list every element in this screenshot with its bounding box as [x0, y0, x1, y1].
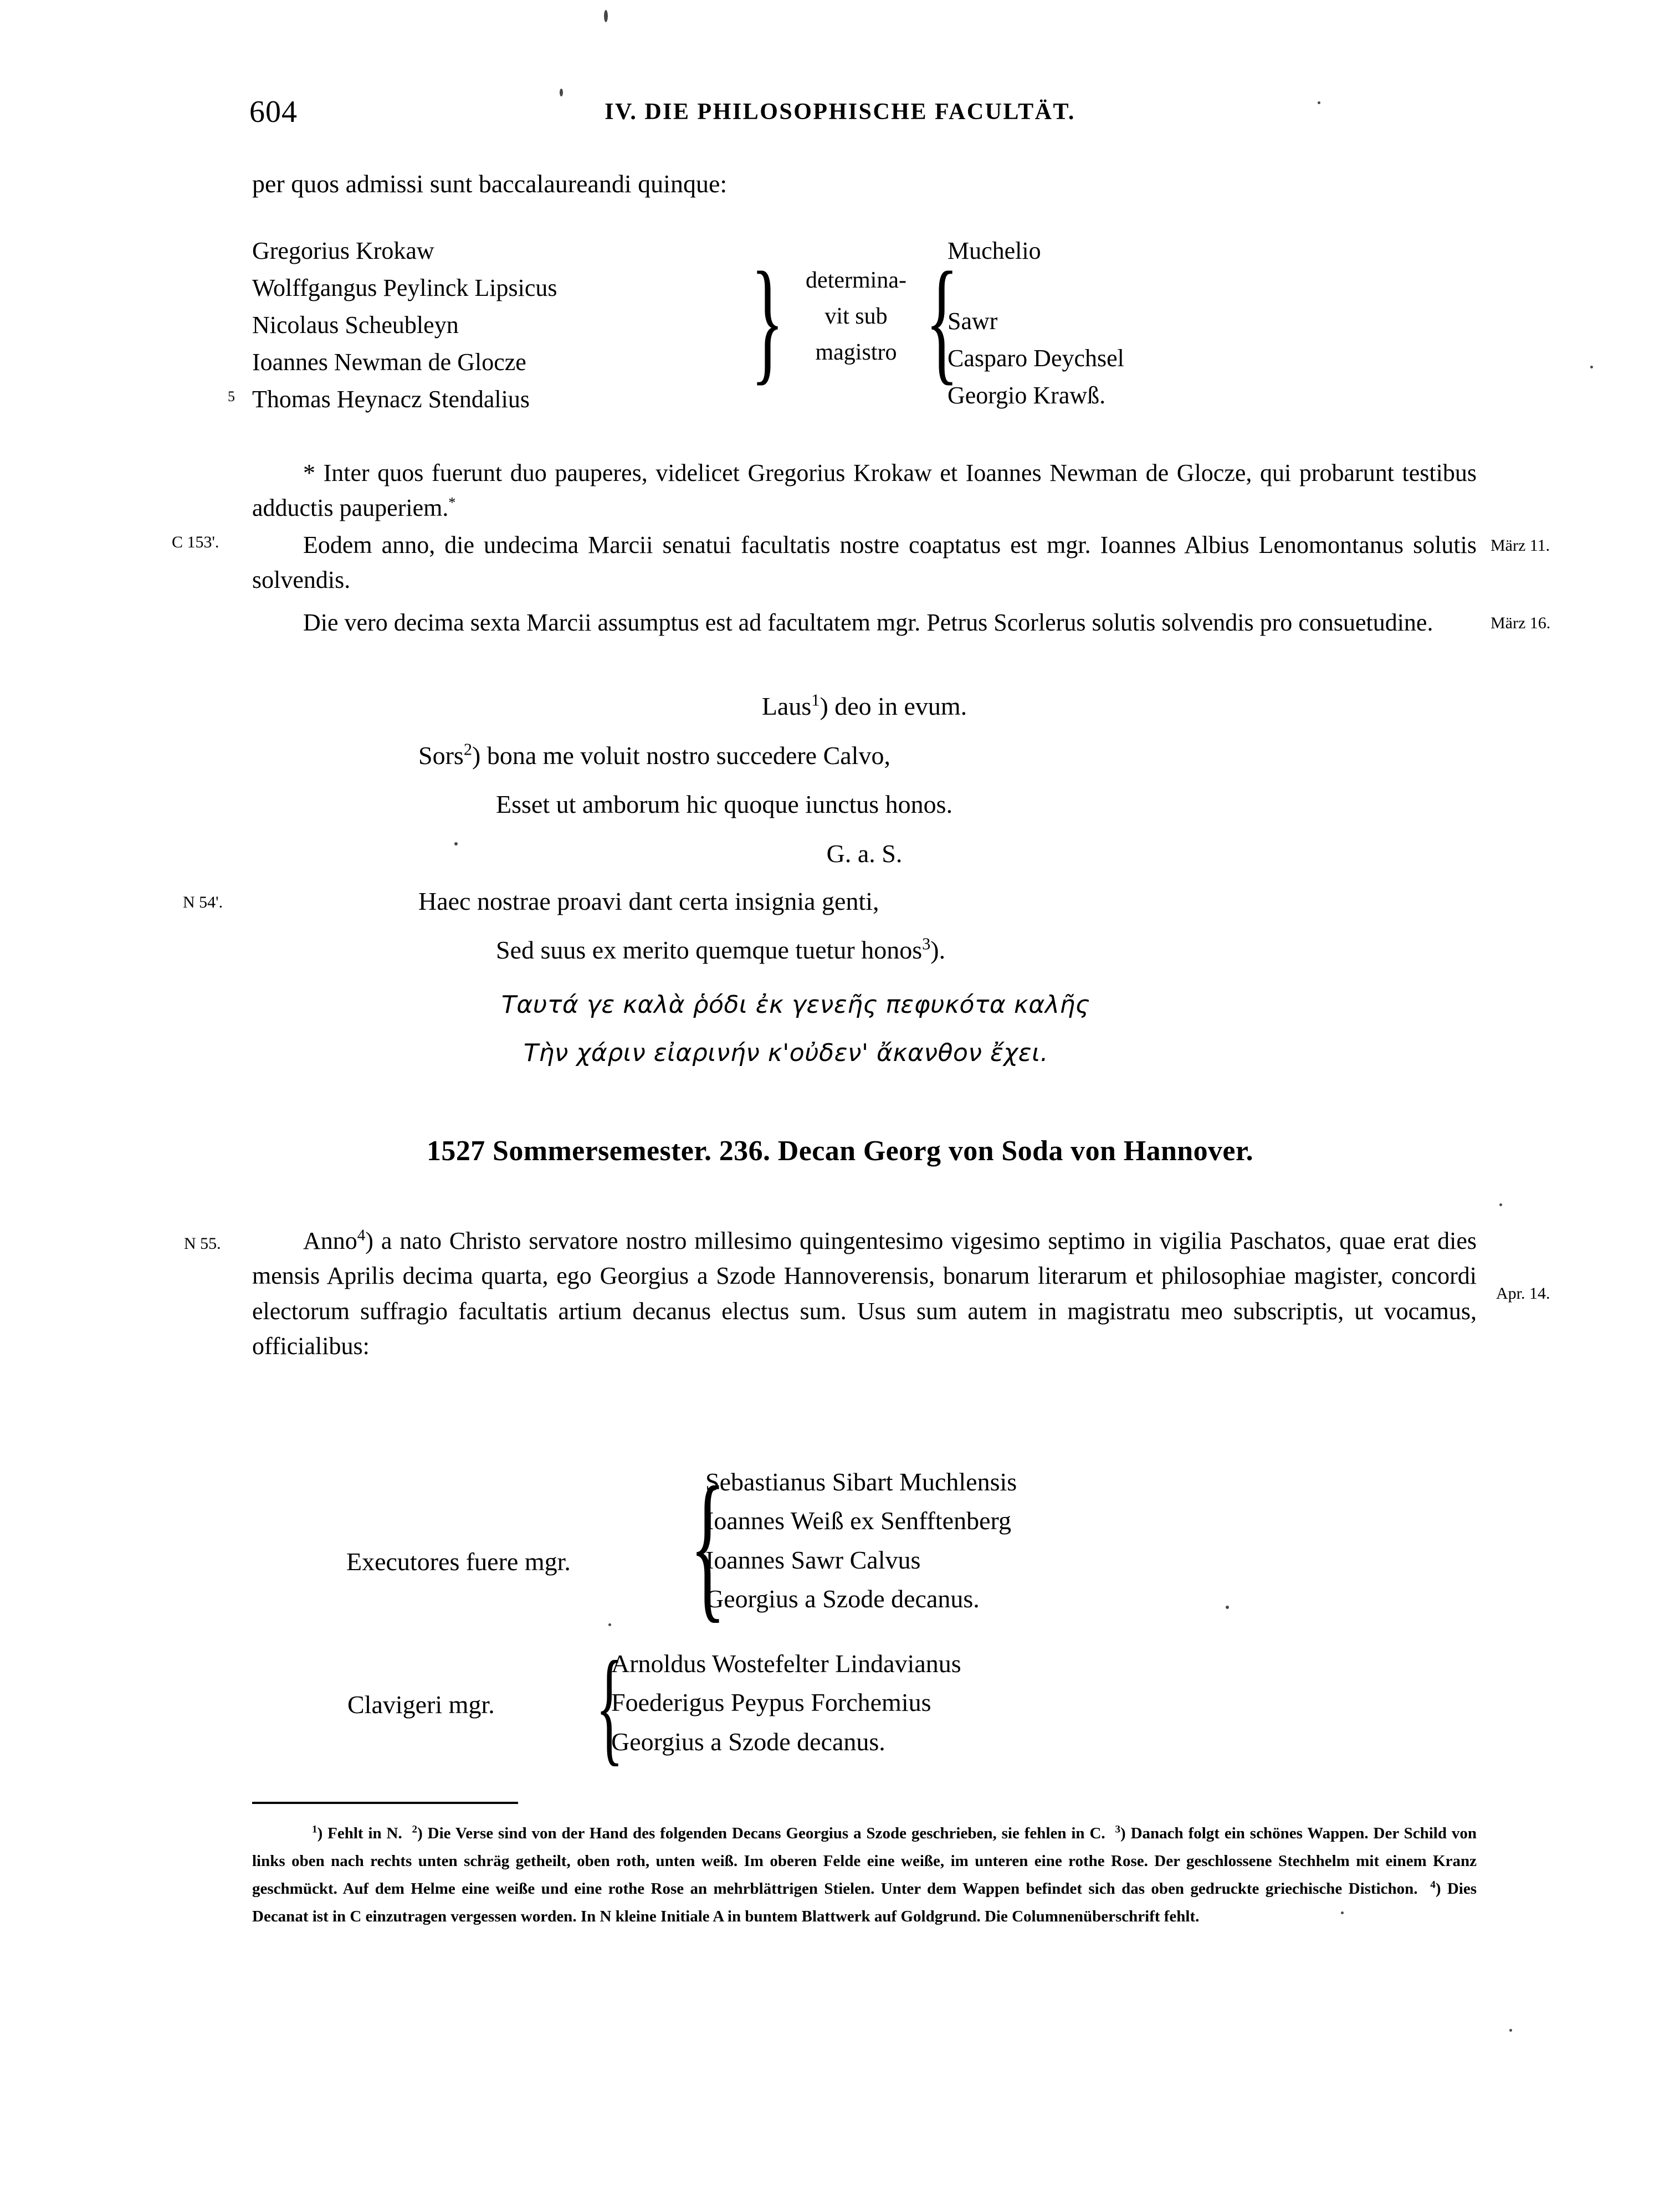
executores-label: Executores fuere mgr.	[346, 1547, 571, 1576]
margin-date-maerz-11: März 11.	[1491, 536, 1550, 555]
line-number: 5	[228, 388, 235, 404]
left-brace-glyph: }	[751, 244, 784, 397]
verse-rest: ) deo in evum.	[819, 692, 967, 720]
label-line: vit sub	[824, 304, 888, 330]
footnote-marker-3: 3	[922, 934, 931, 954]
list-item: Casparo Deychsel	[947, 344, 1124, 372]
list-item	[228, 381, 740, 418]
list-item: Georgius a Szode decanus.	[705, 1585, 980, 1613]
asterisk-marker: *	[448, 494, 456, 511]
baccalaureandi-right-column	[947, 233, 1446, 414]
verse-esset: Esset ut amborum hic quoque iunctus honos.	[496, 790, 953, 818]
verse-signature: G. a. S.	[826, 839, 903, 868]
list-item: Muchelio	[947, 237, 1041, 264]
list-item: Sawr	[947, 307, 998, 335]
footnote-text-2: ) Die Verse sind von der Hand des folgenden Decans Georgius a Szode geschrieben, sie fehlen in C.	[417, 1824, 1105, 1842]
scan-speck	[454, 842, 458, 845]
paupers-note-text: * Inter quos fuerunt duo pauperes, videlicet Gregorius Krokaw et Ioannes Newman de Glocze, qui probarunt testibus adductis pauperiem.	[252, 459, 1477, 522]
verse-rest: ).	[930, 936, 946, 964]
lead-line: per quos admissi sunt baccalaureandi quinque:	[252, 170, 728, 198]
baccalaureandi-left-column	[228, 233, 740, 418]
paragraph-eodem-anno: Eodem anno, die undecima Marcii senatui facultatis nostre coaptatus est mgr. Ioannes Albius Lenomontanus solutis solvendis.	[252, 531, 1477, 594]
scan-speck	[1226, 1606, 1229, 1609]
list-item: Foederigus Peypus Forchemius	[611, 1688, 931, 1717]
list-item: Sebastianus Sibart Muchlensis	[705, 1468, 1017, 1496]
list-item: Georgius a Szode decanus.	[611, 1727, 885, 1756]
page-number: 604	[249, 95, 298, 129]
scan-speck	[604, 10, 608, 22]
footnote-separator	[252, 1802, 518, 1804]
list-item: Ioannes Weiß ex Senfftenberg	[705, 1506, 1011, 1535]
margin-date-apr-14: Apr. 14.	[1496, 1284, 1550, 1303]
list-item: Ioannes Sawr Calvus	[705, 1545, 921, 1574]
footnote-text-1: ) Fehlt in N.	[317, 1824, 402, 1842]
footnote-number-4: 4	[1430, 1879, 1436, 1891]
footnote-number-2: 2	[412, 1823, 418, 1836]
footnotes-block	[252, 1820, 1477, 1931]
name-text: Ioannes Newman de Glocze	[252, 348, 526, 376]
list-item: Arnoldus Wostefelter Lindavianus	[611, 1649, 961, 1678]
footnotes-paragraph	[252, 1820, 1477, 1931]
list-item: Georgio Krawß.	[947, 381, 1106, 409]
scan-speck	[1318, 101, 1320, 104]
footnote-number-1: 1	[312, 1823, 317, 1836]
paragraph-body-text: ) a nato Christo servatore nostro millesimo quingentesimo vigesimo septimo in vigilia Paschatos, quae erat dies mensis Aprilis decima quarta, ego Georgius a Szode Hannoverensis, bonarum literarum et philosophiae magister, concordi electorum suffragio facultatis artium decanus electus sum. Usus sum autem in magistratu meo subscriptis, ut vocamus, officialibus:	[252, 1227, 1477, 1360]
scan-speck	[608, 1623, 611, 1626]
margin-note-n55: N 55.	[184, 1234, 221, 1253]
margin-date-maerz-16: März 16.	[1491, 614, 1551, 632]
name-text: Wolffgangus Peylinck Lipsicus	[252, 274, 557, 301]
scan-speck	[1509, 2029, 1512, 2032]
paragraph-die-vero: Die vero decima sexta Marcii assumptus est ad facultatem mgr. Petrus Scorlerus solutis solvendis pro consuetudine.	[303, 609, 1433, 636]
name-text: Gregorius Krokaw	[252, 237, 434, 264]
footnote-marker-1: 1	[811, 690, 820, 710]
executores-names	[705, 1463, 1017, 1619]
paragraph-opening-word: Anno	[303, 1227, 357, 1254]
scan-speck	[1590, 366, 1593, 368]
clavigeri-block	[252, 1635, 1488, 1777]
right-brace-glyph: {	[925, 244, 959, 397]
verse-sors	[252, 741, 1643, 770]
running-head	[0, 94, 1680, 133]
label-line: determina-	[806, 268, 906, 293]
footnote-text-3: ) Danach folgt ein schönes Wappen. Der Schild von links oben nach rechts unten schräg getheilt, oben roth, unten weiß. Im oberen Felde eine weiße, im unteren eine rothe Rose. Der geschlossene Stechhelm mit einem Kranz geschmückt. Auf dem Helme eine weiße und eine rothe Rose an mehrblättrigen Stielen. Unter dem Wappen befindet sich das oben gedruckte griechische Distichon.	[252, 1824, 1477, 1898]
running-title: IV. DIE PHILOSOPHISCHE FACULTÄT.	[605, 99, 1075, 125]
verse-text: Sed suus ex merito quemque tuetur honos	[496, 936, 923, 964]
clavigeri-names	[611, 1644, 961, 1761]
name-text: Thomas Heynacz Stendalius	[252, 385, 530, 413]
paupers-note	[252, 455, 1477, 526]
list-item	[252, 307, 740, 344]
verse-word-sors: Sors	[418, 741, 464, 770]
footnote-marker-4: 4	[357, 1226, 366, 1244]
scan-speck	[1499, 1203, 1502, 1206]
executores-block	[252, 1453, 1488, 1637]
paragraph-decan-anno	[252, 1223, 1477, 1364]
footnote-number-3: 3	[1115, 1823, 1121, 1836]
clavigeri-label: Clavigeri mgr.	[347, 1690, 495, 1719]
footnote-marker-2: 2	[463, 740, 472, 759]
margin-note-c153: C 153'.	[172, 533, 219, 551]
section-heading: 1527 Sommersemester. 236. Decan Georg von Soda von Hannover.	[427, 1135, 1253, 1167]
label-line: magistro	[815, 340, 897, 366]
verse-laus	[252, 691, 1477, 721]
verse-sed-suus	[252, 935, 1680, 965]
determinavit-label	[784, 263, 928, 371]
verse-rest: ) bona me voluit nostro succedere Calvo,	[472, 741, 890, 770]
list-item	[252, 344, 740, 381]
margin-note-n54: N 54'.	[183, 893, 223, 911]
greek-line-2: Τὴν χάριν εἰαρινήν κ'οὐδεν' ἄκανθον ἔχει.	[524, 1039, 1048, 1067]
list-item	[252, 270, 740, 307]
executores-brace-glyph: {	[690, 1453, 726, 1637]
baccalaureandi-table	[228, 233, 1488, 416]
verse-haec-nostrae: Haec nostrae proavi dant certa insignia genti,	[418, 887, 879, 915]
greek-line-1: Ταυτά γε καλὰ ῥόδι ἐκ γενεῆς πεφυκότα καλῆς	[501, 991, 1090, 1019]
clavigeri-brace-glyph: {	[596, 1635, 624, 1777]
name-text: Nicolaus Scheubleyn	[252, 311, 459, 339]
verse-word-laus: Laus	[761, 692, 812, 720]
scan-speck	[1341, 1911, 1344, 1914]
scan-speck	[560, 89, 563, 96]
footnote-text-4: ) Dies Decanat ist in C einzutragen vergessen worden. In N kleine Initiale A in buntem Blattwerk auf Goldgrund. Die Columnenüberschrift fehlt.	[252, 1879, 1477, 1925]
list-item	[252, 233, 740, 270]
